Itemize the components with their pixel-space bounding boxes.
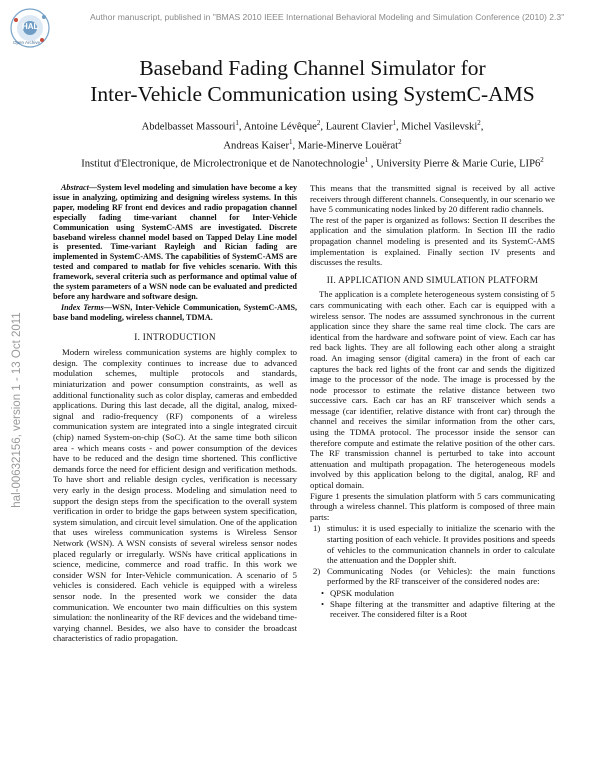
section-heading-introduction: I. INTRODUCTION: [134, 331, 216, 342]
manuscript-note: Author manuscript, published in "BMAS 2010 IEEE International Behavioral Modeling and Simulation Conference (2010) 2.3": [90, 12, 565, 22]
paper-title: [40, 55, 585, 107]
title-line-1: Baseband Fading Channel Simulator for: [139, 56, 486, 80]
author-line-2: [40, 135, 585, 154]
sep: ,: [320, 121, 326, 133]
left-column: [53, 183, 297, 644]
abstract-label: Abstract: [61, 183, 89, 192]
logo-subtext: Open Archive: [13, 40, 41, 45]
platform-parts-list: [310, 523, 555, 587]
introduction-paragraph: Modern wireless communication systems are highly complex to design. The complexity continues to increase due to advanced modulation schemes, multiple protocols and standards, miniaturization and power consumption constraints, as well as additional functionality such as color display, cameras and embedded applications. During this last decade, all the digital, analog, mixed-signal and radio-frequency (RF) components of a wireless communication system are integrated into a single integrated circuit (chip) named System-on-chip (SoC). At the same time both silicon area - which means costs - and power consumption of the devices have to be reduced and the design time shortened. This conflictive demands force the need for efficient design and verification methods. To have short and reliable design cycles, verification is necessary very early in the design process. Modeling and simulation need to support the design steps from the specification to the overall system verification in order to bridge the gaps between system specification, system simulation, and circuit level simulation. One of the application that uses wireless communication systems is Wireless Sensor Network (WSN). A WSN consists of several wireless sensor nodes placed regularly or irregularly. WSNs have critical applications in science, medicine, commerce and road traffic. In this work we consider WSN for Inter-Vehicle communication. A scenario of 5 vehicles is considered. Each vehicle is equipped with a wireless sensor node. In the presented work we consider the data communication. We encounter two main difficulties on this system simulation: the nonlinearity of the RF devices and the wideband time-varying channel. Besides, we also have to consider the broadcast characteristics of radio propagation.: [53, 347, 297, 644]
logo-text: HAL: [22, 22, 39, 31]
hal-side-identifier: [2, 255, 32, 565]
bullet-item: • Shape filtering at the transmitter and adaptive filtering at the receiver. The considered filter is a Root: [321, 599, 555, 620]
author-sup: 2: [477, 119, 481, 127]
transceiver-functions-list: [310, 588, 555, 620]
index-terms: [53, 303, 297, 323]
author-sup: 1: [235, 119, 239, 127]
author-name: Laurent Clavier: [325, 121, 393, 133]
affiliation-1: Institut d'Electronique, de Microlectronique et de Nanotechnologie: [81, 158, 365, 170]
section-heading-application: II. APPLICATION AND SIMULATION PLATFORM: [326, 274, 539, 285]
list-item: [310, 566, 555, 587]
author-sup: 1: [392, 119, 396, 127]
sep: ,: [238, 121, 244, 133]
affiliation-sup: 1: [364, 156, 369, 165]
author-name: Michel Vasilevski: [401, 121, 478, 133]
hal-archives-logo: [8, 6, 52, 50]
abstract: [53, 183, 297, 302]
application-paragraph: The application is a complete heterogeneous system consisting of 5 cars communicating with each other. Each car is equipped with a wireless sensor. The nodes are asssumed synchronous in the current application since they share the same real time clock. The cars are identical from the hardware and software point of view. Each car has red back lights. They are all following each other along a straight road. An imaging sensor (digital camera) in the front of each car captures the back red lights of the front car and sends the digitized image to the processor of the node. The image is processed by the node processor to estimate the relative distance between two successive cars. Each car has an RF transceiver which sends a message (car identifier, relative distance with front car) through the channel and receives the similar information from the other cars, using the TDMA protocol. The processor inside the sensor can therefore compute and estimate the relative position of the other cars. The RF transmission channel is perturbed to take into account attenuation and multipath propagation. The heterogeneous models involved by this application belong to the digital, analog, RF and optical domain.: [310, 289, 555, 491]
affiliation-2: University Pierre & Marie Curie, LIP6: [376, 158, 541, 170]
author-sup: 2: [398, 137, 402, 146]
list-text: stimulus: it is used especially to initialize the scenario with the starting position of each vehicle. It provides positions and speeds of vehicles to the communication channels in order to calculate the attenuation and the Doppler shift.: [327, 523, 555, 566]
side-id-text: hal-00632156, version 1 - 13 Oct 2011: [11, 312, 23, 508]
author-name: Andreas Kaiser: [223, 140, 289, 152]
index-terms-text: —WSN, Inter-Vehicle Communication, SystemC-AMS, base band modeling, wireless channel, TDMA.: [53, 302, 297, 322]
affiliation-line: [40, 153, 585, 172]
author-name: Marie-Minerve Louërat: [297, 140, 399, 152]
author-name: Abdelbasset Massouri: [141, 121, 236, 133]
sep: ,: [292, 140, 298, 152]
sep: ,: [480, 121, 484, 133]
paragraph-continued: This means that the transmitted signal is received by all active receivers through different channels. Consequently, in our scenario we have 5 communicating nodes linked by 20 different radio channels.: [310, 183, 555, 215]
platform-paragraph: Figure 1 presents the simulation platform with 5 cars communicating through a wireless channel. This platform is composed of three main parts:: [310, 490, 555, 522]
author-sup: 2: [316, 119, 321, 127]
title-line-2: Inter-Vehicle Communication using SystemC-AMS: [90, 82, 535, 106]
index-terms-label: Index Terms: [61, 302, 104, 312]
author-name: Antoine Lévêque: [243, 121, 317, 133]
author-line-1: [40, 116, 585, 135]
abstract-text: —System level modeling and simulation have become a key issue in analyzing, optimizing and designing wireless systems. In this paper, modeling RF front end devices and radio propagation channel especially fading time-variant channel for Inter-Vehicle Communication using SystemC-AMS are investigated. Discrete baseband wireless channel model based on Tapped Delay Line model is presented. Time-variant Rayleigh and Rician fading are implemented in SystemC-AMS. The capabilities of SystemC-AMS are tested and compared to matlab for five vehicles scenario. With this framework, several criteria such as performance and optimal value of the system parameters of a WSN node can be evaluated and predicted before any hardware and software design.: [53, 183, 297, 301]
list-number: 1): [313, 523, 321, 534]
list-number: 2): [313, 565, 321, 576]
paragraph-outline: The rest of the paper is organized as follows: Section II describes the application and the simulation platform. In Section III the radio propagation channel modeling is presented and its SystemC-AMS implementation is explained. Finally section IV presents and discusses the results.: [310, 214, 555, 268]
affiliation-sup: 2: [540, 156, 544, 165]
right-column: [310, 183, 555, 620]
author-block: [40, 116, 585, 172]
sep: ,: [395, 121, 402, 133]
bullet-item: • QPSK modulation: [321, 588, 555, 599]
list-item: [310, 523, 555, 565]
sep: ,: [368, 158, 377, 170]
list-text: Communicating Nodes (or Vehicles): the main functions performed by the RF transceiver of the considered nodes are:: [327, 565, 555, 587]
author-sup: 1: [289, 137, 293, 146]
